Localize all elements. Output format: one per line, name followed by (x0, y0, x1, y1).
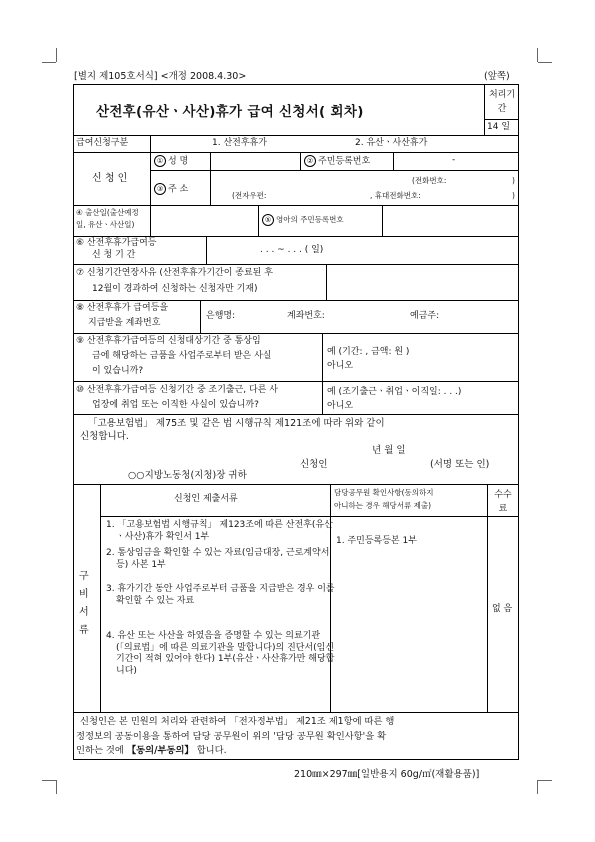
fee-header: 수수료 (494, 490, 512, 514)
crop-mark (537, 780, 538, 794)
name-label: ① 성 명 (154, 155, 188, 168)
fee-value: 없 음 (492, 604, 513, 614)
employer-payment-line1: ⑨ 산전후휴가급여등의 신청대상기간 중 통상임 (76, 336, 261, 346)
early-return-line1: ⑩ 산전후휴가급여등 신청기간 중 조기출근, 다른 사 (76, 385, 278, 395)
crop-mark (42, 780, 56, 781)
benefit-option-maternity[interactable]: 1. 산전후휴가 (212, 138, 267, 148)
crop-mark (538, 780, 552, 781)
benefit-type-label: 급여신청구분 (76, 138, 129, 148)
form-title: 산전후(유산ㆍ사산)휴가 급여 신청서( 회차) (96, 104, 364, 120)
doc-item-3: 3. 휴가기간 동안 사업주로부터 금품을 지급받은 경우 이를 확인할 수 있는 자료 (106, 584, 335, 606)
consent-line1: 신청인은 본 민원의 처리와 관련하여 「전자정부법」 제21조 제1항에 따른 행 (80, 716, 395, 727)
infant-rrn-label: ⑤ 영아의 주민등록번호 (262, 214, 344, 226)
phone-close: ) (512, 176, 515, 185)
declaration-line2: 신청합니다. (80, 431, 129, 442)
official-check-item: 1. 주민등록등본 1부 (336, 536, 417, 546)
form-number: [별지 제105호서식] <개정 2008.4.30> (74, 71, 247, 82)
rrn-label: ② 주민등록번호 (304, 155, 370, 168)
birth-date-label-line2: 일, 유산ㆍ사산일) (76, 220, 135, 229)
consent-line3: 인하는 것에 【동의/부동의】 합니다. (76, 745, 227, 756)
rrn-dash: - (452, 155, 456, 165)
account-label-line2: 지급받을 계좌번호 (88, 318, 161, 328)
declaration-date: 년 월 일 (372, 445, 406, 456)
mobile-label: , 휴대전화번호: (370, 191, 421, 200)
mobile-close: ) (512, 191, 515, 200)
address-label: ③ 주 소 (154, 183, 188, 196)
employer-payment-yes[interactable]: 예 (기간: , 금액: 원 ) (327, 347, 410, 357)
leave-period-label-line2: 신 청 기 간 (92, 250, 136, 260)
early-return-line2: 업장에 취업 또는 이직한 사실이 있습니까? (92, 400, 259, 410)
birth-date-label-line1: ④ 출산일(출산예정 (76, 208, 139, 217)
account-label-line1: ⑧ 산전후휴가 급여등을 (76, 303, 169, 313)
declaration-signer: 신청인 (300, 459, 328, 470)
crop-mark (42, 62, 56, 63)
early-return-no[interactable]: 아니오 (327, 401, 354, 411)
doc-item-2: 2. 통상임금을 확인할 수 있는 자료(임금대장, 근로계약서 등) 사본 1부 (106, 548, 330, 570)
official-check-header-line2: 아니하는 경우 해당서류 제출) (334, 501, 432, 510)
consent-choice[interactable]: 【동의/부동의】 (126, 745, 194, 756)
phone-label: (전화번호: (412, 176, 447, 185)
consent-line2: 정정보의 공동이용을 통하여 담당 공무원이 위의 '담당 공무원 확인사항'을 확 (76, 731, 387, 742)
employer-payment-no[interactable]: 아니오 (327, 361, 354, 371)
official-check-header-line1: 담당공무원 확인사항(동의하지 (334, 488, 434, 497)
declaration-sign-note: (서명 또는 인) (430, 459, 490, 470)
early-return-yes[interactable]: 예 (조기출근ㆍ취업ㆍ이직일: . . .) (327, 387, 462, 397)
doc-item-1: 1. 「고용보험법 시행규칙」 제123조에 따른 산전후(유산ㆍ사산)휴가 확인서 1부 (106, 520, 333, 542)
page-side-label: (앞쪽) (484, 71, 510, 82)
account-holder-label: 예금주: (410, 311, 440, 321)
applicant-label: 신 청 인 (92, 173, 128, 184)
declaration-addressee: ○○지방노동청(지청)장 귀하 (128, 470, 247, 481)
paper-spec: 210㎜×297㎜[일반용지 60g/㎡(재활용품)] (294, 769, 480, 780)
processing-period-value: 14 일 (487, 122, 511, 132)
extension-reason-line1: ⑦ 신청기간연장사유 (산전후휴가기간이 종료된 후 (76, 268, 273, 278)
employer-payment-line3: 이 있습니까? (92, 366, 144, 376)
benefit-option-miscarriage[interactable]: 2. 유산ㆍ사산휴가 (355, 138, 428, 148)
declaration-line1: 「고용보험법」 제75조 및 같은 법 시행규칙 제121조에 따라 위와 같이 (88, 418, 385, 429)
documents-side-label: 구비서류 (79, 571, 89, 636)
account-number-label: 계좌번호: (287, 311, 325, 321)
crop-mark (538, 62, 552, 63)
bank-name-label: 은행명: (206, 311, 236, 321)
crop-mark (56, 780, 57, 794)
applicant-docs-header: 신청인 제출서류 (174, 494, 238, 504)
leave-period-value: . . . ~ . . . ( 일) (260, 245, 324, 255)
extension-reason-line2: 12월이 경과하여 신청하는 신청자만 기재) (92, 284, 258, 294)
email-label: (전자우편: (232, 191, 267, 200)
employer-payment-line2: 금에 해당하는 금품을 사업주로부터 받은 사실 (92, 351, 272, 361)
processing-period-label: 처리기간 (488, 90, 516, 114)
leave-period-label-line1: ⑥ 산전후휴가급여등 (76, 238, 157, 248)
crop-mark (537, 48, 538, 62)
doc-item-4: 4. 유산 또는 사산을 하였음을 증명할 수 있는 의료기관(「의료법」에 따른 의료기관을 말합니다)의 진단서(임신기간이 적혀 있어야 한다) 1부(유산ㆍ사산휴가만 해당합니다) (106, 631, 335, 677)
crop-mark (56, 48, 57, 62)
